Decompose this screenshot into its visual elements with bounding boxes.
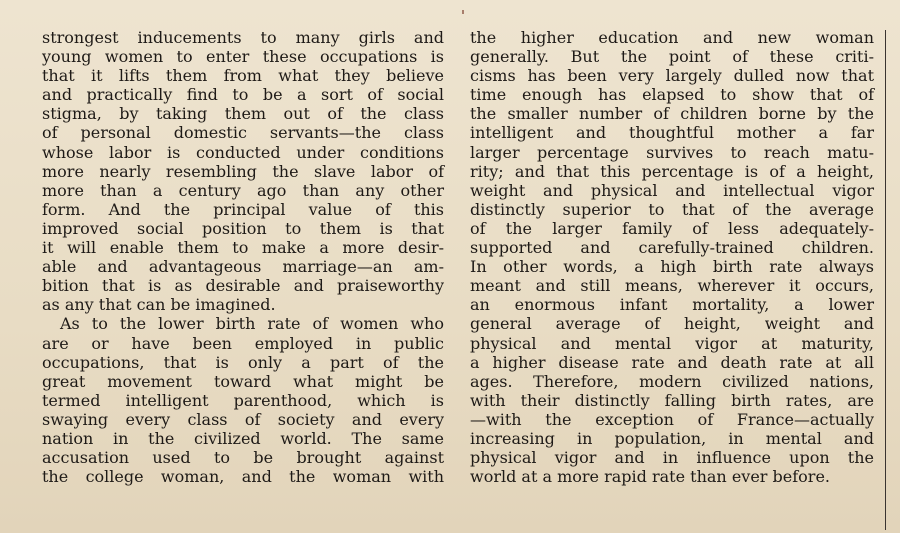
text-line: time enough has elapsed to show that of	[470, 85, 874, 105]
text-line: physical and mental vigor at maturity,	[470, 333, 874, 353]
text-line: bition that is as desirable and praiseworthy	[42, 276, 444, 296]
text-line: it will enable them to make a more desir-	[42, 238, 444, 258]
text-line: are or have been employed in public	[42, 333, 444, 353]
text-line: In other words, a high birth rate always	[470, 257, 874, 277]
text-line: supported and carefully-trained children.	[470, 238, 874, 258]
text-line: whose labor is conducted under conditions	[42, 142, 444, 162]
right-text-column	[470, 28, 874, 486]
text-line: accusation used to be brought against	[42, 448, 444, 468]
text-line: swaying every class of society and every	[42, 409, 444, 429]
text-line: occupations, that is only a part of the	[42, 352, 444, 372]
text-line: form. And the principal value of this	[42, 199, 444, 219]
text-line: cisms has been very largely dulled now that	[470, 66, 874, 86]
column-rule	[885, 30, 886, 530]
text-line: increasing in population, in mental and	[470, 428, 874, 448]
text-line: distinctly superior to that of the average	[470, 199, 874, 219]
left-text-column	[42, 28, 444, 486]
text-line: general average of height, weight and	[470, 314, 874, 334]
text-line: more than a century ago than any other	[42, 180, 444, 200]
text-line: nation in the civilized world. The same	[42, 428, 444, 448]
text-line: a higher disease rate and death rate at all	[470, 352, 874, 372]
text-line: as any that can be imagined.	[42, 295, 276, 315]
ink-mark	[462, 10, 464, 14]
text-line: an enormous infant mortality, a lower	[470, 295, 874, 315]
text-line: rity; and that this percentage is of a height,	[470, 161, 874, 181]
text-line: stigma, by taking them out of the class	[42, 104, 444, 124]
text-line: As to the lower birth rate of women who	[60, 314, 444, 334]
text-line: with their distinctly falling birth rates, are	[470, 390, 874, 410]
text-line: world at a more rapid rate than ever before.	[470, 467, 830, 487]
text-line: termed intelligent parenthood, which is	[42, 390, 444, 410]
text-line: larger percentage survives to reach matu-	[470, 142, 874, 162]
text-line: of the larger family of less adequately-	[470, 218, 874, 238]
text-line: the higher education and new woman	[470, 28, 874, 47]
text-line: improved social position to them is that	[42, 218, 444, 238]
text-line: generally. But the point of these criti-	[470, 47, 874, 67]
text-line: more nearly resembling the slave labor of	[42, 161, 444, 181]
text-line: physical vigor and in influence upon the	[470, 448, 874, 468]
text-line: intelligent and thoughtful mother a far	[470, 123, 874, 143]
text-line: weight and physical and intellectual vigor	[470, 180, 874, 200]
text-line: meant and still means, wherever it occurs,	[470, 276, 874, 296]
text-line: great movement toward what might be	[42, 371, 444, 391]
text-line: ages. Therefore, modern civilized nations,	[470, 371, 874, 391]
text-line: and practically find to be a sort of social	[42, 85, 444, 105]
text-line: able and advantageous marriage—an am-	[42, 257, 444, 277]
text-line: young women to enter these occupations is	[42, 47, 444, 67]
text-line: of personal domestic servants—the class	[42, 123, 444, 143]
text-line: the college woman, and the woman with	[42, 467, 444, 487]
text-line: —with the exception of France—actually	[470, 409, 874, 429]
text-line: the smaller number of children borne by the	[470, 104, 874, 124]
text-line: strongest inducements to many girls and	[42, 28, 444, 47]
text-line: that it lifts them from what they believe	[42, 66, 444, 86]
